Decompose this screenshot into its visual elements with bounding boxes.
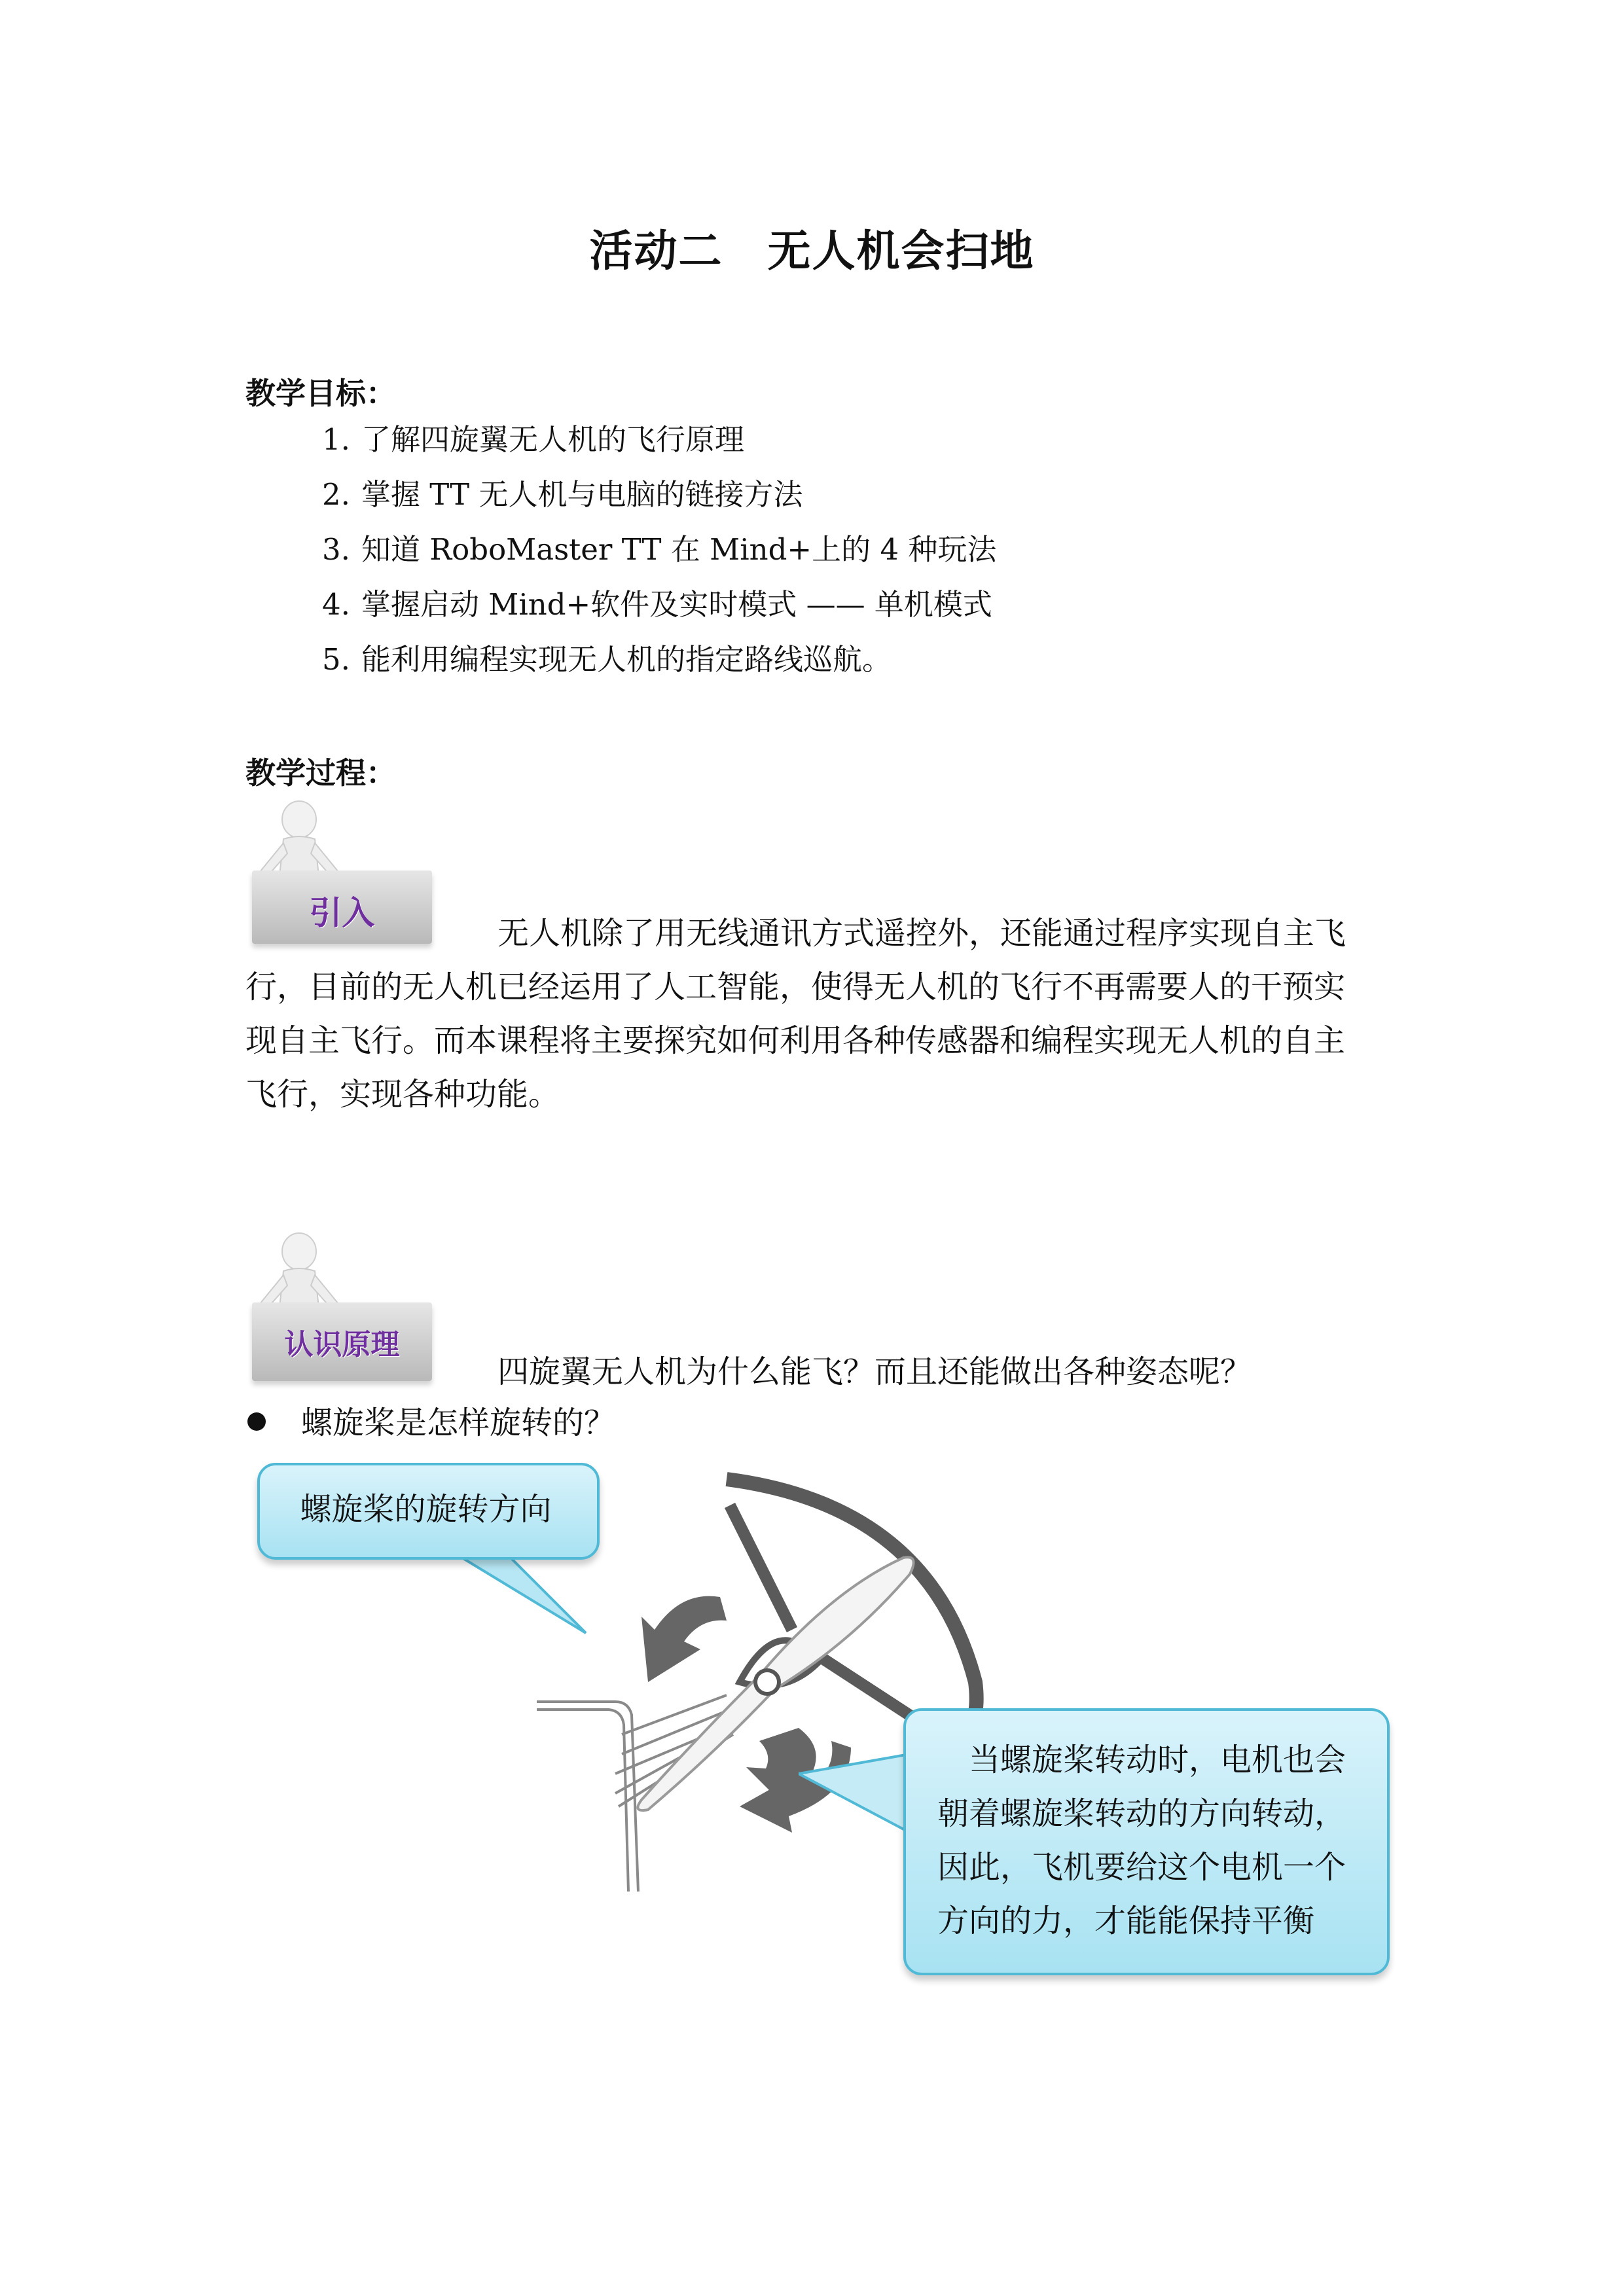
page-title: 活动二 无人机会扫地 (589, 226, 1035, 276)
objective-text: 掌握启动 Mind+软件及实时模式 —— 单机模式 (361, 587, 992, 622)
objective-number: 5. (322, 642, 350, 677)
intro-paragraph-line3: 现自主飞行。而本课程将主要探究如何利用各种传感器和编程实现无人机的自主 (245, 1022, 1346, 1059)
intro-paragraph-line2: 行，目前的无人机已经运用了人工智能，使得无人机的飞行不再需要人的干预实 (245, 969, 1346, 1005)
objective-item (322, 412, 996, 467)
objectives-heading: 教学目标： (245, 376, 396, 411)
objectives-list (322, 412, 996, 687)
objective-item (322, 522, 996, 577)
objective-item (322, 632, 996, 687)
bullet-text: 螺旋桨是怎样旋转的？ (301, 1405, 616, 1441)
intro-paragraph-line4: 飞行，实现各种功能。 (245, 1076, 560, 1113)
bubble-right-text (937, 1733, 1346, 1948)
principle-badge-label: 认识原理 (284, 1328, 400, 1361)
drone-body-lines-icon (537, 1695, 740, 1892)
objective-item (322, 577, 996, 632)
intro-badge (245, 798, 442, 952)
objective-number: 3. (322, 532, 350, 567)
principle-badge (245, 1230, 442, 1388)
objective-text: 掌握 TT 无人机与电脑的链接方法 (361, 477, 803, 512)
objective-text: 能利用编程实现无人机的指定路线巡航。 (361, 642, 892, 677)
bubble-right-line3: 因此，飞机要给这个电机一个 (937, 1849, 1346, 1886)
objective-text: 知道 RoboMaster TT 在 Mind+上的 4 种玩法 (361, 532, 997, 567)
objective-number: 2. (322, 477, 350, 512)
bullet-dot-icon (247, 1412, 266, 1431)
objective-item (322, 467, 996, 522)
intro-paragraph-line1: 无人机除了用无线通讯方式遥控外，还能通过程序实现自主飞 (497, 915, 1346, 952)
objective-text: 了解四旋翼无人机的飞行原理 (361, 422, 745, 457)
intro-badge-label: 引入 (309, 894, 375, 932)
principle-question: 四旋翼无人机为什么能飞？而且还能做出各种姿态呢？ (497, 1354, 1252, 1390)
bubble-right-line1: 当螺旋桨转动时，电机也会 (969, 1742, 1346, 1778)
propeller-hub-icon (755, 1670, 779, 1694)
objective-number: 1. (322, 422, 350, 457)
bubble-left-text: 螺旋桨的旋转方向 (300, 1491, 552, 1528)
process-heading: 教学过程： (245, 755, 396, 791)
bubble-right-line4: 方向的力，才能能保持平衡 (937, 1903, 1315, 1939)
objective-number: 4. (322, 587, 350, 622)
bubble-right-line2: 朝着螺旋桨转动的方向转动， (937, 1795, 1346, 1832)
